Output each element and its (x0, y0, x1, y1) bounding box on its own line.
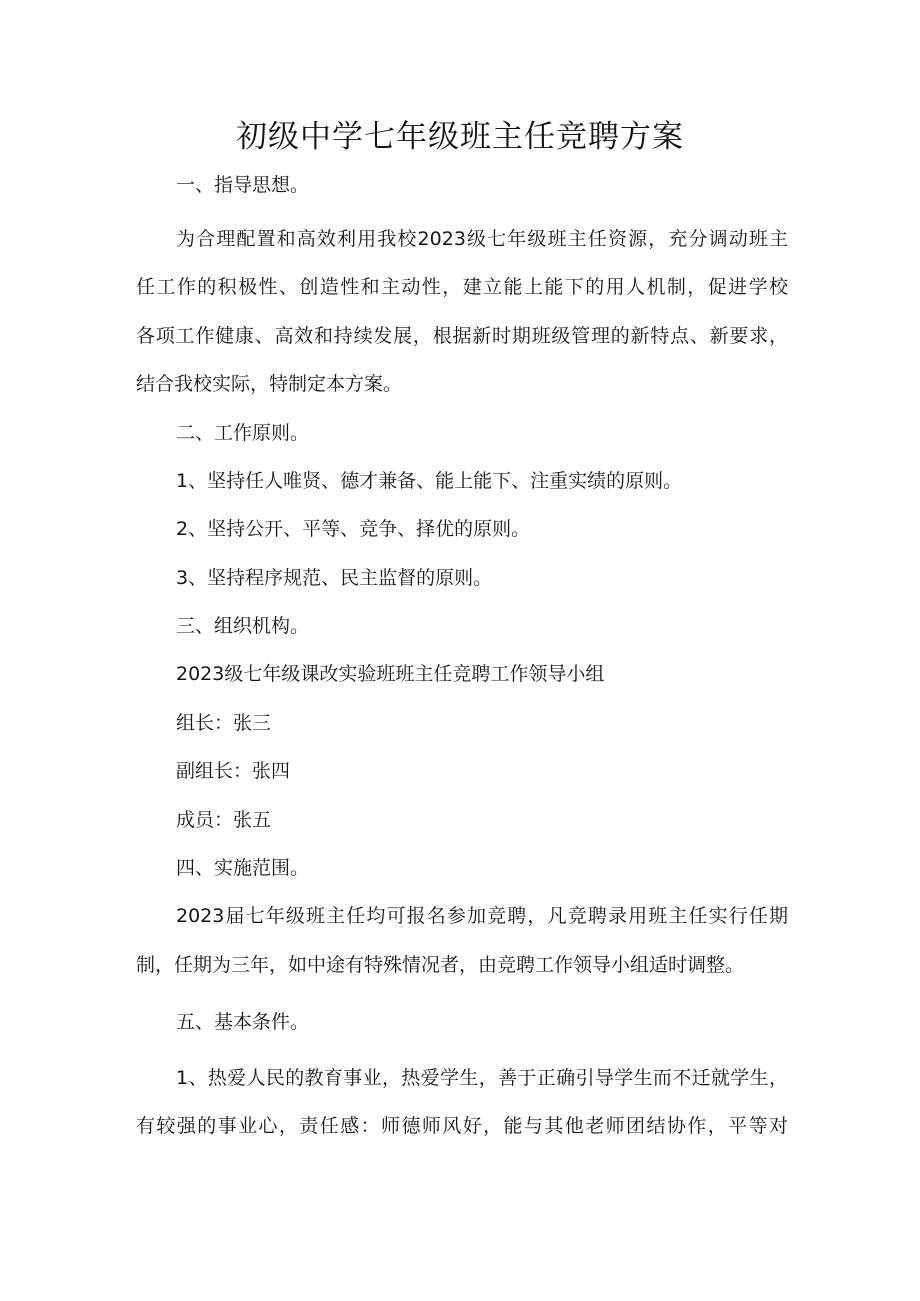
paragraph-line: 各项工作健康、高效和持续发展，根据新时期班级管理的新特点、新要求， (136, 325, 788, 347)
section-heading-basic-conditions: 五、基本条件。 (176, 1011, 310, 1033)
paragraph-line: 任工作的积极性、创造性和主动性，建立能上能下的用人机制，促进学校 (136, 276, 788, 298)
section-heading-guiding-ideology: 一、指导思想。 (176, 174, 310, 196)
deputy-leader: 副组长：张四 (176, 760, 291, 782)
list-item: 3、坚持程序规范、民主监督的原则。 (176, 567, 493, 589)
list-item: 1、坚持任人唯贤、德才兼备、能上能下、注重实绩的原则。 (176, 470, 683, 492)
document-title: 初级中学七年级班主任竞聘方案 (236, 119, 684, 155)
paragraph-line: 1、热爱人民的教育事业，热爱学生，善于正确引导学生而不迁就学生， (176, 1067, 788, 1089)
group-name: 2023级七年级课改实验班班主任竞聘工作领导小组 (176, 663, 605, 685)
group-members: 成员：张五 (176, 809, 272, 831)
paragraph-line: 为合理配置和高效利用我校2023级七年级班主任资源，充分调动班主 (176, 228, 788, 250)
section-heading-work-principles: 二、工作原则。 (176, 422, 310, 444)
section-heading-organization: 三、组织机构。 (176, 615, 310, 637)
paragraph-line: 有较强的事业心，责任感：师德师风好，能与其他老师团结协作，平等对 (136, 1115, 788, 1137)
list-item: 2、坚持公开、平等、竞争、择优的原则。 (176, 518, 531, 540)
group-leader: 组长：张三 (176, 712, 272, 734)
paragraph-line: 制，任期为三年，如中途有特殊情况者，由竞聘工作领导小组适时调整。 (136, 954, 745, 976)
paragraph-line: 结合我校实际，特制定本方案。 (136, 373, 403, 395)
paragraph-line: 2023届七年级班主任均可报名参加竞聘，凡竞聘录用班主任实行任期 (176, 905, 788, 927)
section-heading-scope: 四、实施范围。 (176, 857, 310, 879)
